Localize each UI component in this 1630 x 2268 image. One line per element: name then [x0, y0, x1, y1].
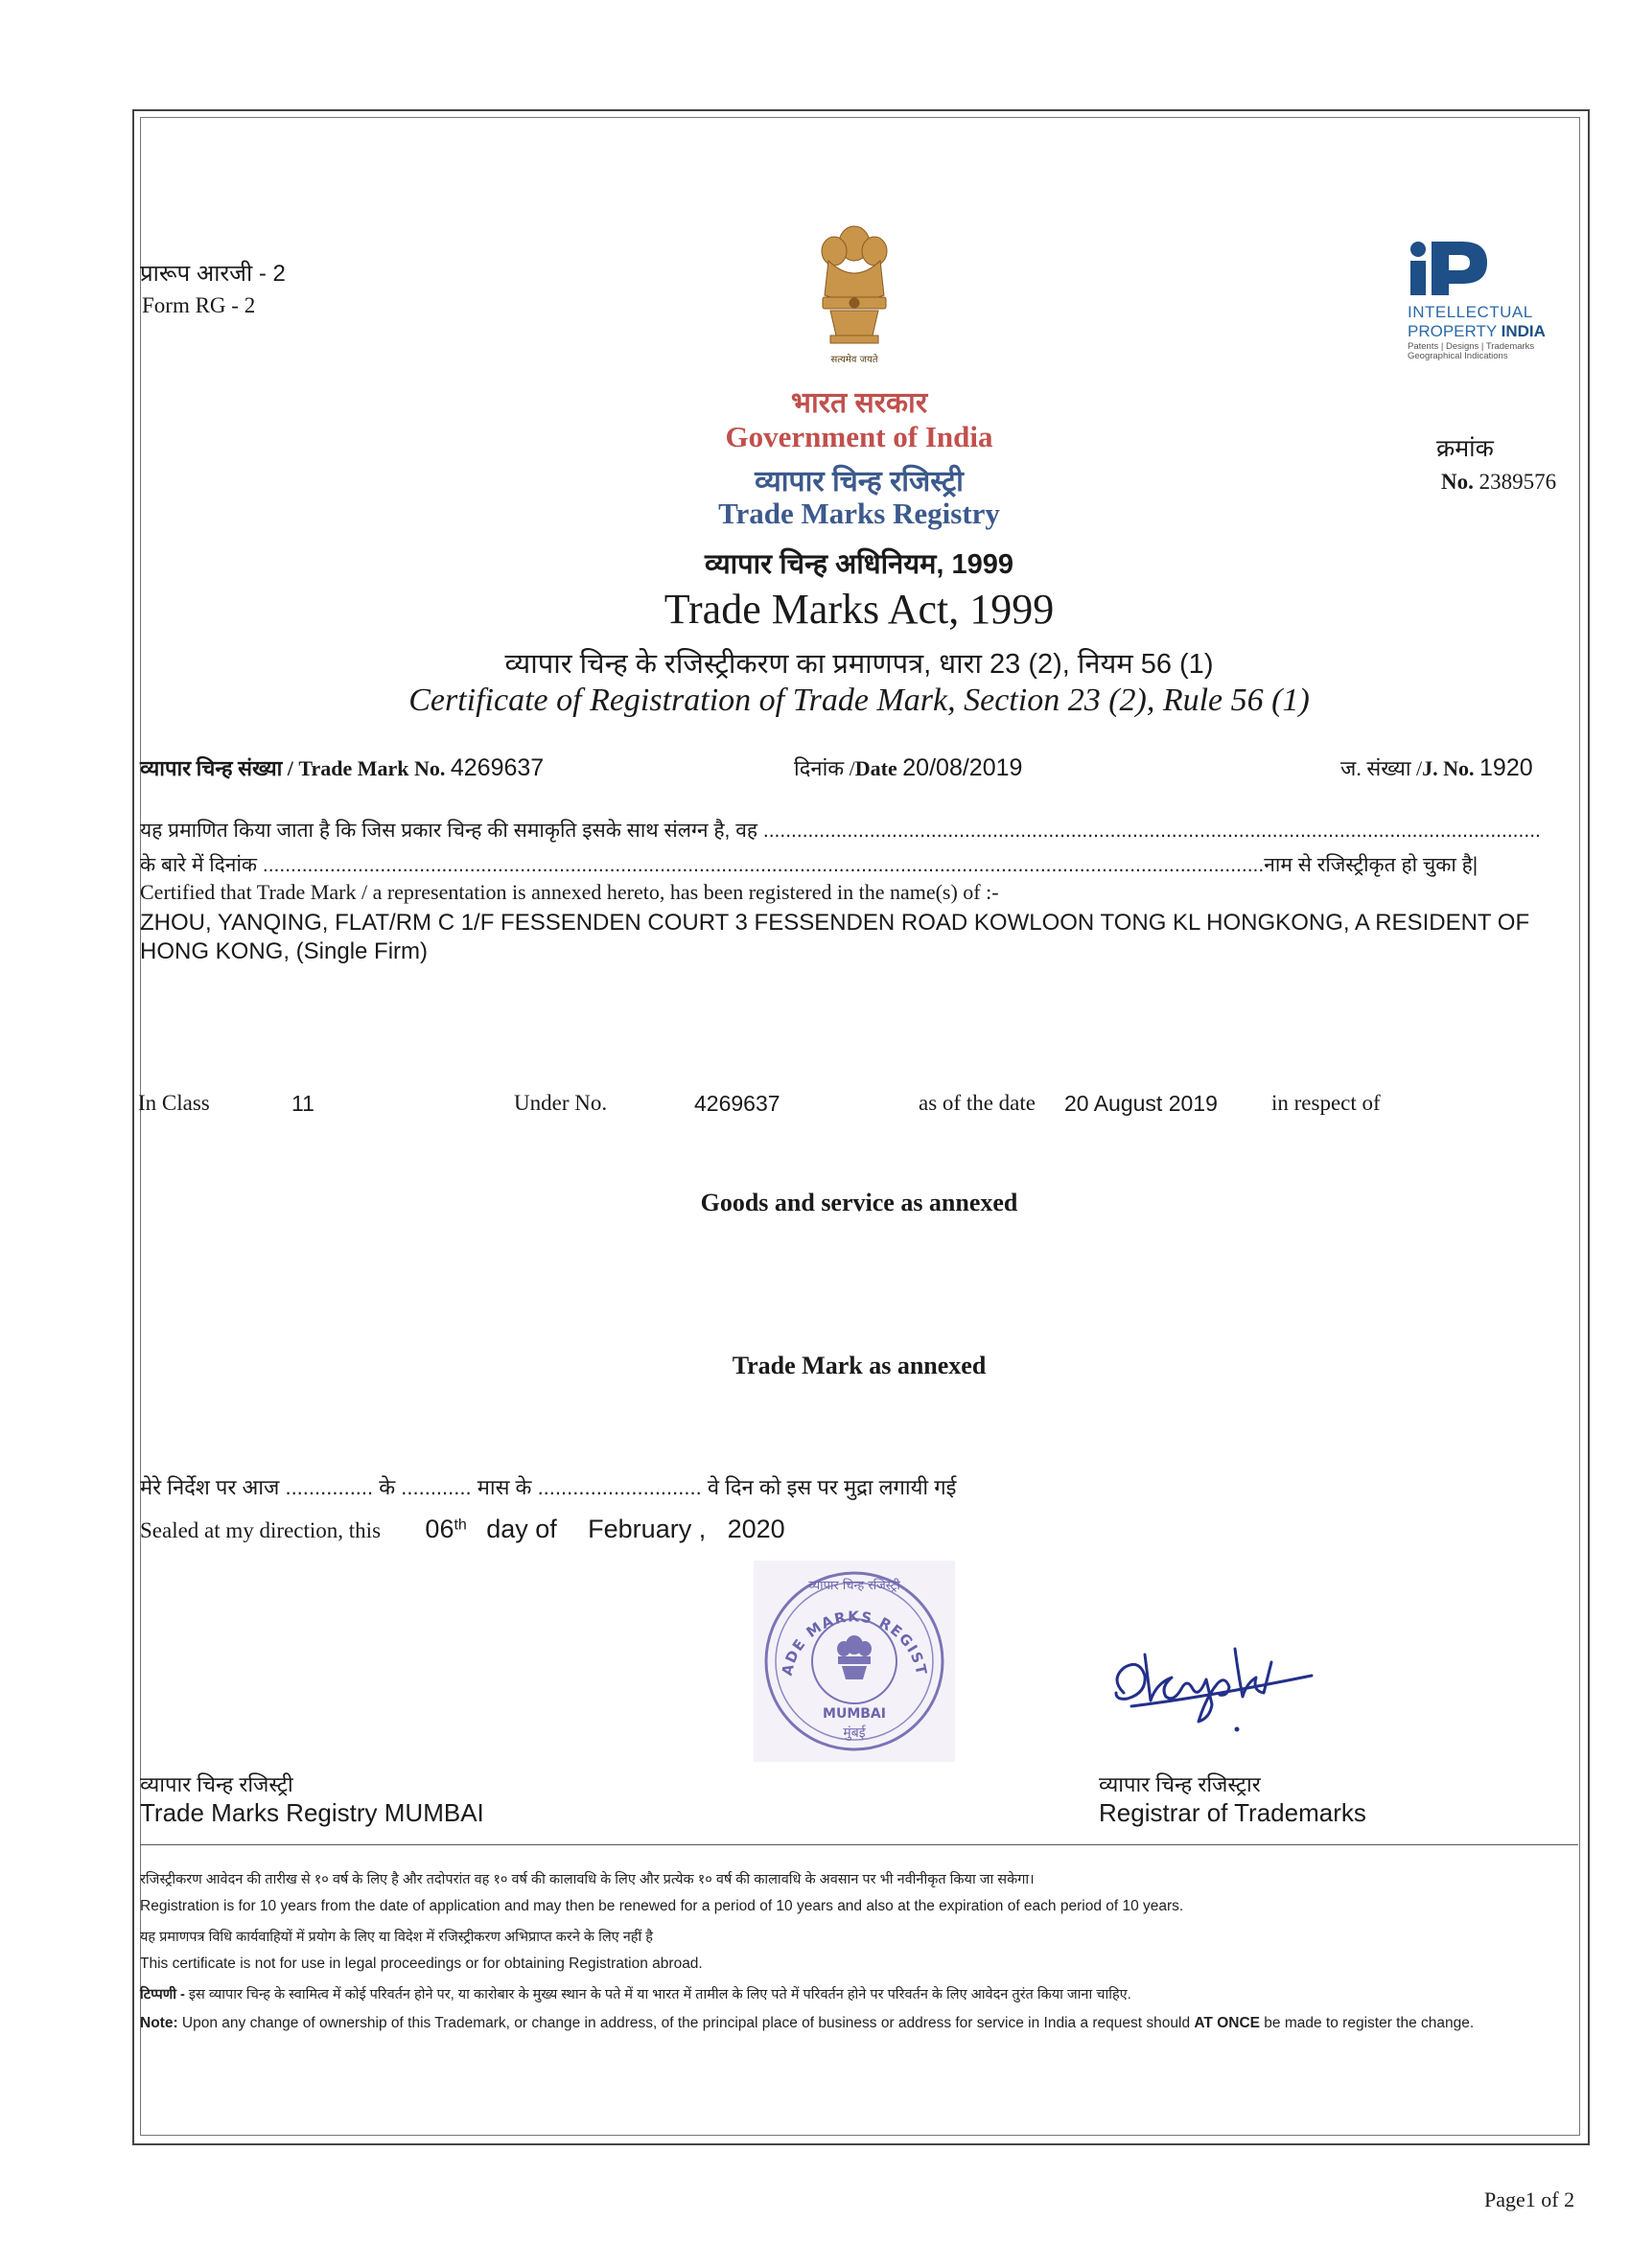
- registrar-footer-hindi: व्यापार चिन्ह रजिस्ट्रार: [1099, 1772, 1261, 1796]
- form-label: Form RG - 2: [142, 293, 256, 317]
- note-3-hindi-label: टिप्पणी -: [140, 1987, 185, 2002]
- form-label-hindi: प्रारूप आरजी - 2: [140, 261, 286, 287]
- ip-logo-text-2a: PROPERTY: [1408, 322, 1502, 340]
- certify-hindi-line-1: यह प्रमाणित किया जाता है कि जिस प्रकार चिन्ह की समाकृति इसके साथ संलग्न है, वह ...........................................................................................................................................: [140, 820, 1541, 842]
- note-1-hindi: रजिस्ट्रीकरण आवेदन की तारीख से १० वर्ष के लिए है और तदोपरांत वह १० वर्ष की कालावधि के लिए और प्रत्येक १० वर्ष की कालावधि के अवसान पर भी नवीनीकृत किया जा सकेगा।: [140, 1872, 1035, 1887]
- ip-logo-text-2: [1408, 322, 1546, 341]
- certify-hindi-line-2a: के बारे में दिनांक ...................................................................................................................................................................................: [140, 854, 1265, 876]
- as-of-date-value: 20 August 2019: [1064, 1091, 1218, 1116]
- sealed-day-of: day of: [486, 1515, 557, 1543]
- government-title-hindi: भारत सरकार: [790, 387, 928, 419]
- registry-title: Trade Marks Registry: [718, 497, 1000, 530]
- certify-hindi-line-2: [140, 851, 1569, 878]
- ip-logo-icon: [1405, 238, 1510, 301]
- serial-label: No.: [1441, 470, 1474, 494]
- note-3-text-c: be made to register the change.: [1260, 2015, 1475, 2031]
- ip-logo-text-3b: Geographical Indications: [1408, 351, 1508, 361]
- note-2: This certificate is not for use in legal proceedings or for obtaining Registration abroad.: [140, 1956, 703, 1972]
- certify-english: Certified that Trade Mark / a representation is annexed hereto, has been registered in the name(s) of :-: [140, 880, 999, 904]
- emblem-motto: सत्यमेव जयते: [830, 355, 878, 365]
- registry-title-hindi: व्यापार चिन्ह रजिस्ट्री: [755, 466, 964, 498]
- class-value: 11: [291, 1091, 314, 1116]
- signature-icon: [1103, 1630, 1323, 1735]
- journal-number: [1340, 753, 1533, 782]
- trade-mark-statement: Trade Mark as annexed: [732, 1352, 987, 1379]
- serial-value: 2389576: [1479, 470, 1557, 494]
- registrar-signature: [1103, 1630, 1323, 1735]
- ip-logo-text-3a: Patents | Designs | Trademarks: [1408, 341, 1535, 352]
- serial-label-hindi: क्रमांक: [1436, 435, 1494, 462]
- act-title-hindi: व्यापार चिन्ह अधिनियम, 1999: [704, 549, 1014, 580]
- certificate-title-hindi: व्यापार चिन्ह के रजिस्ट्रीकरण का प्रमाणपत्र, धारा 23 (2), नियम 56 (1): [504, 649, 1214, 680]
- sealed-label: Sealed at my direction, this: [140, 1518, 382, 1542]
- journal-label: J. No.: [1422, 756, 1475, 780]
- trade-mark-number: [140, 753, 544, 782]
- under-no-label: Under No.: [514, 1091, 608, 1115]
- national-emblem: [802, 219, 907, 372]
- note-3: [140, 2015, 1569, 2032]
- sealed-hindi: मेरे निर्देश पर आज ............... के ............ मास के ............................ वे दिन को इस पर मुद्रा लगायी गई: [140, 1475, 957, 1499]
- sealed-month: February ,: [588, 1515, 707, 1543]
- certificate-title: Certificate of Registration of Trade Mark, Section 23 (2), Rule 56 (1): [408, 683, 1310, 718]
- page-number: Page1 of 2: [1484, 2187, 1575, 2211]
- note-3-hindi: [140, 1984, 1569, 2003]
- date-label-hindi: दिनांक /: [794, 756, 855, 780]
- trade-mark-label: व्यापार चिन्ह संख्या / Trade Mark No.: [140, 756, 446, 780]
- note-1: Registration is for 10 years from the date of application and may then be renewed for a period of 10 years and also at the expiration of each period of 10 years.: [140, 1898, 1184, 1914]
- stamp-arc-text: ADE MARKS REGIST: [778, 1608, 931, 1678]
- act-title: Trade Marks Act, 1999: [664, 586, 1055, 633]
- serial-number: [1441, 470, 1556, 495]
- sealed-year: 2020: [727, 1515, 785, 1543]
- note-3-emphasis: AT ONCE: [1194, 2015, 1260, 2031]
- owner-details: ZHOU, YANQING, FLAT/RM C 1/F FESSENDEN COURT 3 FESSENDEN ROAD KOWLOON TONG KL HONGKONG, A RESIDENT OF HONG KONG, (Single Firm): [140, 910, 1530, 964]
- ip-logo-text-3: [1408, 342, 1534, 361]
- registry-footer: Trade Marks Registry MUMBAI: [140, 1798, 484, 1827]
- stamp-city: MUMBAI: [823, 1706, 886, 1722]
- trade-mark-value: 4269637: [450, 754, 545, 781]
- note-2-hindi: यह प्रमाणपत्र विधि कार्यवाहियों में प्रयोग के लिए या विदेश में रजिस्ट्रीकरण अभिप्राप्त करने के लिए नहीं है: [140, 1930, 653, 1945]
- under-no-value: 4269637: [694, 1091, 780, 1116]
- journal-label-hindi: ज. संख्या /: [1340, 756, 1423, 780]
- notes-divider: [140, 1844, 1578, 1845]
- goods-statement: Goods and service as annexed: [700, 1189, 1018, 1216]
- registrar-footer: Registrar of Trademarks: [1099, 1798, 1366, 1827]
- registry-footer-hindi: व्यापार चिन्ह रजिस्ट्री: [140, 1772, 293, 1796]
- date-label: Date: [854, 756, 897, 780]
- as-of-date-label: as of the date: [919, 1091, 1036, 1115]
- journal-value: 1920: [1479, 754, 1533, 781]
- stamp-city-hindi: मुंबई: [843, 1725, 866, 1741]
- registry-stamp: [754, 1561, 955, 1762]
- government-title: Government of India: [725, 420, 993, 453]
- ip-logo-text-1: INTELLECTUAL: [1408, 303, 1533, 321]
- in-respect-of-label: in respect of: [1271, 1091, 1381, 1115]
- note-3-text-a: Upon any change of ownership of this Trademark, or change in address, of the principal place of business or address for service in India a request should: [177, 2015, 1195, 2031]
- registry-seal-icon: [754, 1561, 955, 1762]
- note-3-label: Note:: [140, 2015, 178, 2031]
- stamp-hindi-text: व्यापार चिन्ह रजिस्ट्री: [808, 1579, 900, 1593]
- sealed-day-suffix: th: [454, 1516, 467, 1534]
- date-value: 20/08/2019: [902, 754, 1023, 781]
- sealed-statement: [140, 1515, 785, 1544]
- note-3-hindi-text: इस व्यापार चिन्ह के स्वामित्व में कोई परिवर्तन होने पर, या कारोबार के मुख्य स्थान के पते में या भारत में तामील के लिए पते में परिवर्तन होने पर परिवर्तन के लिए आवेदन तुरंत किया जाना चाहिए.: [184, 1987, 1131, 2002]
- sealed-day: 06: [425, 1515, 454, 1543]
- registration-date: [794, 753, 1022, 782]
- class-label: In Class: [138, 1091, 210, 1115]
- certify-hindi-line-2b: नाम से रजिस्ट्रीकृत हो चुका है|: [1264, 854, 1479, 876]
- ip-logo-text-2b: INDIA: [1501, 322, 1546, 340]
- lion-capital-icon: [802, 219, 907, 372]
